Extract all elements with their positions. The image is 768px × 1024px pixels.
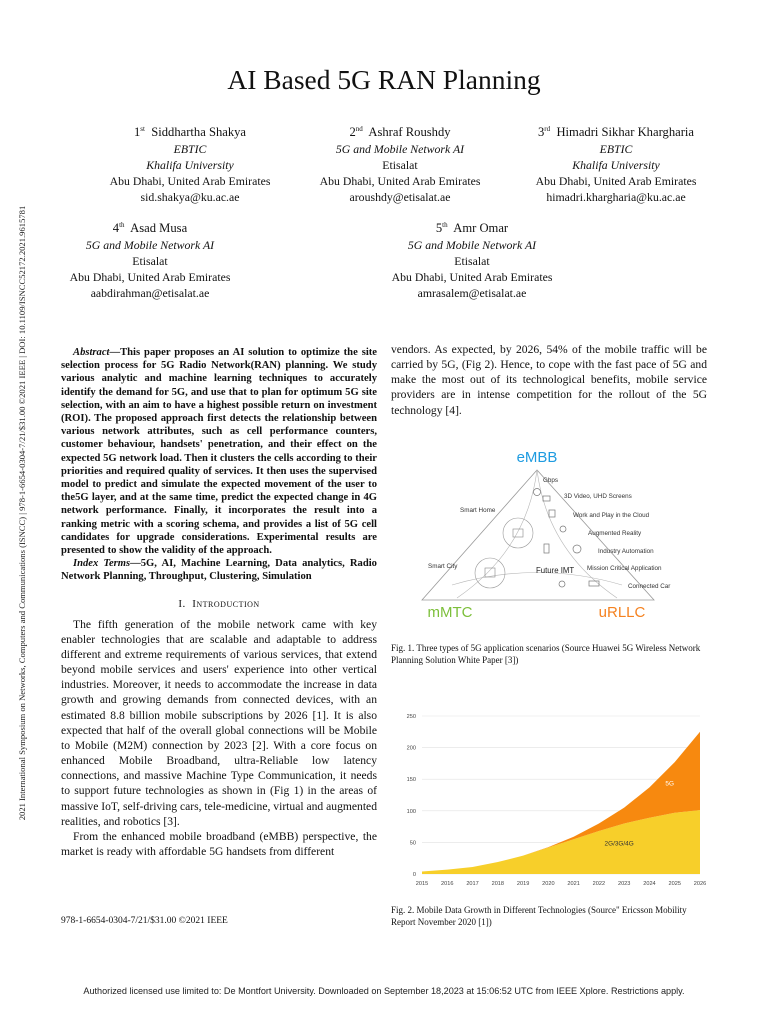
figure-2-chart (392, 704, 710, 890)
mission-label: Mission Critical Application (587, 565, 662, 572)
ar-icon (560, 526, 566, 532)
smart-home-circle (503, 518, 533, 548)
x-tick-label: 2022 (592, 881, 606, 887)
author-3: 3rd Himadri Sikhar Khargharia EBTIC Khalifa University Abu Dhabi, United Arab Emirates himadri.khargharia@ku.ac.ae (535, 125, 697, 205)
footer-copyright: 978-1-6654-0304-7/21/$31.00 ©2021 IEEE (61, 916, 228, 926)
series-label-5g: 5G (665, 780, 674, 788)
figure-1-caption: Fig. 1. Three types of 5G application scenarios (Source Huawei 5G Wireless Network Planning Solution White Paper [3]) (391, 643, 701, 665)
index-terms: Index Terms—5G, AI, Machine Learning, Data analytics, Radio Network Planning, Throughput, Clustering, Simulation (61, 558, 377, 583)
x-tick-label: 2025 (668, 881, 681, 887)
x-tick-label: 2018 (491, 881, 505, 887)
x-tick-label: 2024 (643, 881, 656, 887)
car-label: Connected Car (628, 583, 671, 590)
figure-1-diagram (392, 440, 708, 648)
side-doi-text: 2021 International Symposium on Networks, Computers and Communications (ISNCC) | 978-1-6654-0304-7/21/$31.00 ©2021 IEEE | DOI: 10.1109/ISNCC52172.2021.9615781 (17, 205, 27, 821)
series-label-2g3g4g: 2G/3G/4G (604, 840, 634, 848)
left-column (61, 346, 377, 859)
x-tick-label: 2021 (567, 881, 580, 887)
arc-left (457, 470, 537, 598)
y-tick-label: 200 (406, 745, 416, 752)
smart-city-circle (475, 558, 505, 588)
y-tick-label: 50 (409, 840, 416, 847)
y-tick-label: 100 (406, 808, 416, 815)
x-tick-label: 2023 (617, 881, 631, 887)
gbps-icon (534, 489, 541, 496)
ar-label: Augmented Reality (588, 530, 642, 537)
abstract: Abstract—This paper proposes an AI solution to optimize the site selection process for 5G Radio Network(RAN) planning. We study various analytic and machine learning techniques to accurately identify the demand for 5G, and use that to plan for optimum 5G site selection, with an aim to have a highest possible return on investment (ROI). The proposed approach first detects the relationship between various network attributes, such as cell performance counters, customer behaviour, handsets' penetration, and their effect on the expected 5G network load. Then it clusters the cells according to their priorities and required quality of services. It then uses the supervised model to predict and simulate the expected movement of the user to the5G layer, and at the same time, predict the expected change in 4G network performance. Finally, it incorporates the result into a ranking metric with a scoring schema, and provides a list of 5G cell candidates for upgrade considerations. Experimental results are presented to show the validity of the approach. (61, 347, 377, 557)
y-tick-label: 150 (406, 777, 416, 784)
author-5: 5th Amr Omar 5G and Mobile Network AI Etisalat Abu Dhabi, United Arab Emirates amrasalem@etisalat.ae (391, 221, 553, 301)
x-tick-label: 2026 (693, 881, 707, 887)
section-heading: I. Introduction (178, 597, 260, 610)
paper-title: AI Based 5G RAN Planning (227, 64, 541, 95)
smart-city-label: Smart City (428, 563, 458, 570)
phone-icon (544, 544, 549, 553)
video-label: 3D Video, UHD Screens (564, 493, 632, 500)
cloud-icon (549, 510, 555, 517)
x-tick-label: 2016 (441, 881, 454, 887)
smart-home-label: Smart Home (460, 507, 496, 514)
license-notice: Authorized licensed use limited to: De Montfort University. Downloaded on September 18,2023 at 15:06:52 UTC from IEEE Xplore. Restrictions apply. (83, 986, 685, 996)
x-tick-label: 2020 (542, 881, 555, 887)
cloud-label: Work and Play in the Cloud (573, 512, 650, 519)
automation-icon (573, 545, 581, 553)
automation-label: Industry Automation (598, 548, 654, 555)
right-paragraph: vendors. As expected, by 2026, 54% of the mobile traffic will be carried by 5G, (Fig 2). Hence, to cope with the fast pace of 5G and make the most out of its technological benefits, mobile service providers are in intense competition for the rollout of the 5G technology [4]. (391, 343, 707, 417)
author-2: 2nd Ashraf Roushdy 5G and Mobile Network AI Etisalat Abu Dhabi, United Arab Emirates aroushdy@etisalat.ae (319, 125, 481, 205)
x-tick-label: 2017 (466, 881, 479, 887)
gbps-label: Gbps (543, 477, 559, 484)
x-tick-label: 2015 (415, 881, 429, 887)
house-icon (513, 529, 523, 537)
embb-label: eMBB (516, 449, 558, 466)
author-4: 4th Asad Musa 5G and Mobile Network AI Etisalat Abu Dhabi, United Arab Emirates aabdirahman@etisalat.ae (69, 221, 231, 301)
mission-icon (559, 581, 565, 587)
intro-paragraph-2: From the enhanced mobile broadband (eMBB) perspective, the market is ready with affordable 5G handsets from different (61, 829, 377, 858)
author-1: 1st Siddhartha Shakya EBTIC Khalifa University Abu Dhabi, United Arab Emirates sid.shakya@ku.ac.ae (109, 125, 271, 205)
intro-paragraph-1: The fifth generation of the mobile network came with key enabler technologies that are scalable and adaptable to address different and extreme requirements of various services, that extend beyond mobile services and users' experience into other vertical industries. Moreover, it needs to accommodate the increase in data growth and growing demands from connected devices, with an estimated 8.8 billion mobile subscriptions by 2026 [1]. It is also expected that half of the overall global connections will be Mobile to Mobile (M2M) connection by 2023 [2]. With a core focus on enhanced Mobile Broadband, ultra-Reliable low latency connections, and massive Machine Type Communication, it needs to support future technologies as shown in (Fig 1) in the areas of massive IoT, self-driving cars, tele-medicine, virtual and augmented realities, and robotics [3]. (61, 617, 377, 828)
x-tick-label: 2019 (516, 881, 530, 887)
y-tick-label: 250 (406, 714, 416, 720)
y-tick-label: 0 (412, 872, 416, 878)
car-icon (589, 581, 599, 586)
video-icon (543, 496, 550, 501)
figure-2-caption: Fig. 2. Mobile Data Growth in Different Technologies (Source" Ericsson Mobility Report November 2020 [1]) (391, 905, 687, 927)
urllc-label: uRLLC (598, 604, 646, 621)
mmtc-label: mMTC (427, 604, 473, 621)
future-imt-label: Future IMT (536, 566, 575, 575)
